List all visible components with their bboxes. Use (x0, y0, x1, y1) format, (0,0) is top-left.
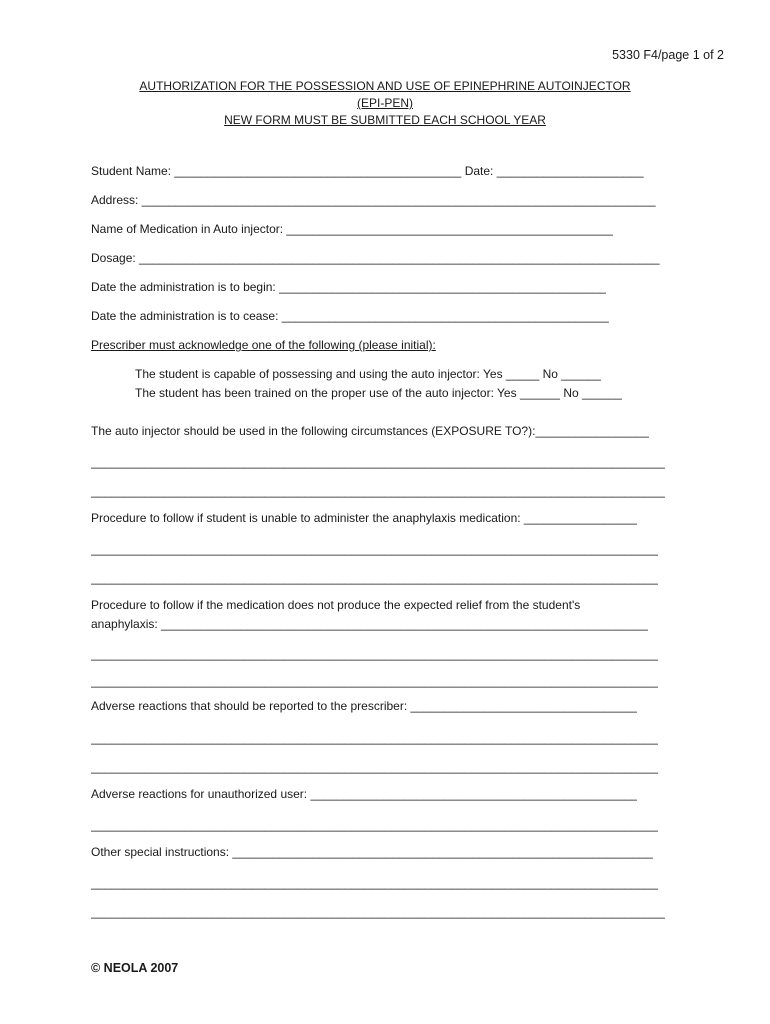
medication-name-field[interactable]: Name of Medication in Auto injector: _________________________________________________ (91, 222, 614, 236)
begin-date-field[interactable]: Date the administration is to begin: _________________________________________________ (91, 280, 607, 294)
adverse-prescriber-field[interactable]: Adverse reactions that should be reported to the prescriber: __________________________________ (91, 699, 638, 713)
form-header (0, 78, 770, 129)
procedure-no-relief-label: Procedure to follow if the medication does not produce the expected relief from the student's (91, 598, 581, 612)
adverse-unauthorized-blank-line[interactable]: _____________________________________________________________________________________ (91, 818, 659, 832)
procedure-unable-blank-line[interactable]: _____________________________________________________________________________________ (91, 542, 659, 556)
procedure-unable-blank-line[interactable]: _____________________________________________________________________________________ (91, 571, 659, 585)
procedure-no-relief-field[interactable]: anaphylaxis: _________________________________________________________________________ (91, 617, 649, 631)
procedure-unable-field[interactable]: Procedure to follow if student is unable to administer the anaphylaxis medication: _________________ (91, 511, 638, 525)
trained-option-field[interactable]: The student has been trained on the proper use of the auto injector: Yes ______ No ______ (135, 386, 623, 400)
adverse-prescriber-blank-line[interactable]: _____________________________________________________________________________________ (91, 731, 659, 745)
special-instructions-blank-line[interactable]: ______________________________________________________________________________________ (91, 905, 665, 919)
dosage-field[interactable]: Dosage: ______________________________________________________________________________ (91, 251, 660, 265)
special-instructions-blank-line[interactable]: _____________________________________________________________________________________ (91, 876, 659, 890)
circumstances-field[interactable]: The auto injector should be used in the following circumstances (EXPOSURE TO?):_________________ (91, 424, 649, 438)
circumstances-blank-line[interactable]: ______________________________________________________________________________________ (91, 484, 665, 498)
copyright-footer: © NEOLA 2007 (91, 961, 179, 975)
cease-date-field[interactable]: Date the administration is to cease: _________________________________________________ (91, 309, 609, 323)
form-subtitle: (EPI-PEN) (356, 96, 413, 110)
procedure-no-relief-blank-line[interactable]: _____________________________________________________________________________________ (91, 647, 659, 661)
capable-option-field[interactable]: The student is capable of possessing and using the auto injector: Yes _____ No ______ (135, 367, 602, 381)
circumstances-blank-line[interactable]: ______________________________________________________________________________________ (91, 455, 665, 469)
form-title: AUTHORIZATION FOR THE POSSESSION AND USE OF EPINEPHRINE AUTOINJECTOR (139, 79, 631, 93)
adverse-unauthorized-field[interactable]: Adverse reactions for unauthorized user: _________________________________________________ (91, 787, 638, 801)
page-number: 5330 F4/page 1 of 2 (612, 48, 724, 62)
adverse-prescriber-blank-line[interactable]: _____________________________________________________________________________________ (91, 760, 659, 774)
student-name-field[interactable]: Student Name: ___________________________________________ Date: ______________________ (91, 164, 644, 178)
address-field[interactable]: Address: _____________________________________________________________________________ (91, 193, 656, 207)
prescriber-heading: Prescriber must acknowledge one of the following (please initial): (91, 338, 436, 352)
special-instructions-field[interactable]: Other special instructions: _______________________________________________________________ (91, 845, 653, 859)
form-notice: NEW FORM MUST BE SUBMITTED EACH SCHOOL YEAR (224, 113, 546, 127)
procedure-no-relief-blank-line[interactable]: _____________________________________________________________________________________ (91, 674, 659, 688)
